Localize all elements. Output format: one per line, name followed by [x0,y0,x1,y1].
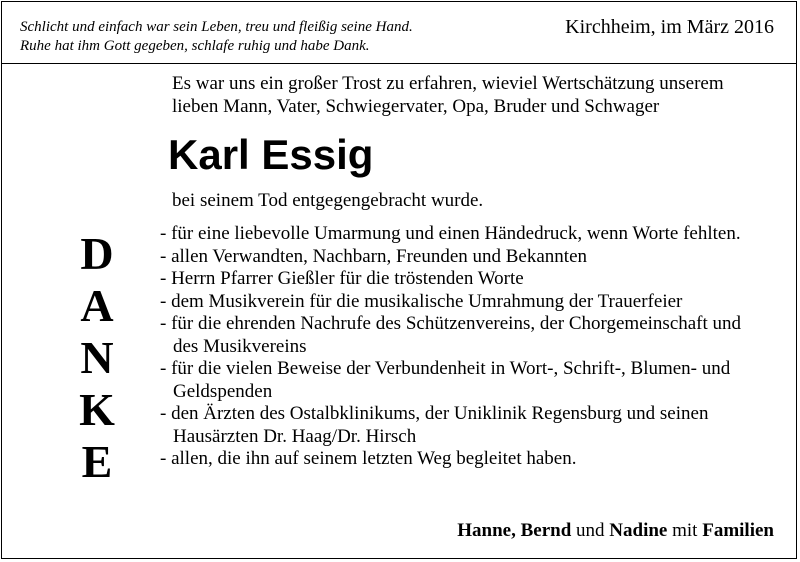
motto [20,18,413,56]
thanks-item: - für die ehrenden Nachrufe des Schützenvereins, der Chorgemeinschaft und des Musikvereins [160,313,742,357]
signature-name: Hanne [457,520,512,541]
thanks-item: - allen Verwandten, Nachbarn, Freunden und Bekannten [160,245,588,267]
signature-conjunction: und [571,520,610,541]
danke-letter: N [80,332,114,383]
signature [457,519,774,543]
closing-line: bei seinem Tod entgegengebracht wurde. [172,190,484,211]
danke-vertical [74,228,120,488]
danke-letter: E [81,436,113,487]
danke-letter: A [80,280,114,331]
divider [2,63,796,64]
signature-separator: , [511,520,521,541]
thanks-item: - allen, die ihn auf seinem letzten Weg begleitet haben. [160,448,577,469]
thanks-item: - für eine liebevolle Umarmung und einen Händedruck, wenn Worte fehlten. [160,223,741,244]
motto-line: Schlicht und einfach war sein Leben, treu und fleißig seine Hand. [20,19,413,35]
danke-letter: D [80,228,114,279]
signature-name: Nadine [609,520,668,541]
signature-conjunction: mit [667,520,703,541]
thanks-item: - den Ärzten des Ostalbklinikums, der Uniklinik Regensburg und seinen Hausärzten Dr. Haag/Dr. Hirsch [160,403,709,447]
deceased-name: Karl Essig [168,131,374,178]
motto-line: Ruhe hat ihm Gott gegeben, schlafe ruhig und habe Dank. [20,38,370,54]
notice-frame [1,1,797,559]
intro-line: lieben Mann, Vater, Schwiegervater, Opa, Bruder und Schwager [172,96,660,117]
danke-letter: K [79,384,115,435]
signature-name: Bernd [520,520,572,541]
thanks-item: - dem Musikverein für die musikalische Umrahmung der Trauerfeier [160,290,683,312]
intro-text [172,72,724,118]
thanks-item: - für die vielen Beweise der Verbundenheit in Wort-, Schrift-, Blumen- und Geldspenden [160,358,731,402]
intro-line: Es war uns ein großer Trost zu erfahren, wieviel Wertschätzung unserem [172,73,724,94]
thanks-item: - Herrn Pfarrer Gießler für die tröstenden Worte [160,268,524,289]
signature-families: Familien [702,520,774,541]
thanks-list [160,223,770,471]
place-date: Kirchheim, im März 2016 [565,16,774,38]
